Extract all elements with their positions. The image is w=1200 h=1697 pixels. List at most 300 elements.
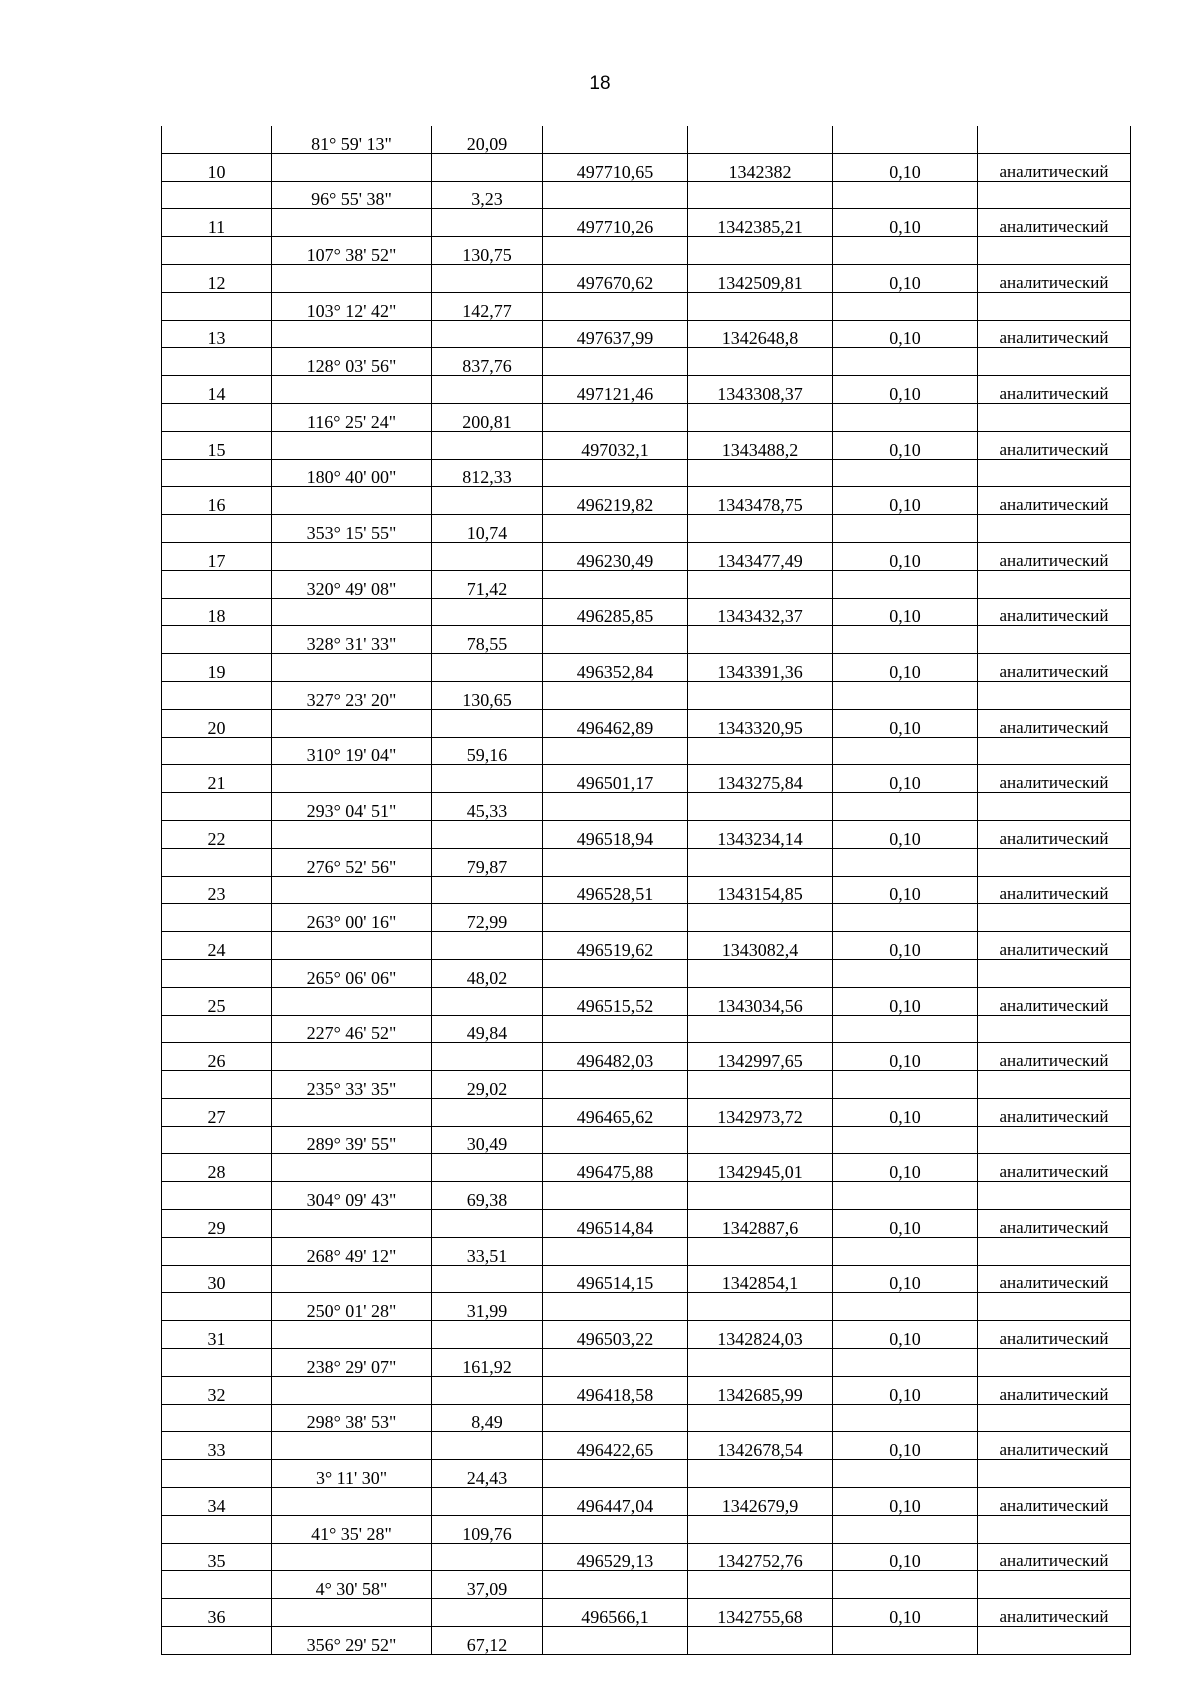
segment-row [162, 403, 1131, 431]
method-cell: аналитический [978, 1265, 1131, 1293]
distance-cell [432, 1098, 543, 1126]
direction-angle-cell [272, 1210, 432, 1238]
error-cell: 0,10 [833, 820, 978, 848]
y-coordinate-cell [688, 237, 833, 265]
distance-cell: 37,09 [432, 1571, 543, 1599]
y-coordinate-cell: 1342678,54 [688, 1432, 833, 1460]
point-row [162, 209, 1131, 237]
direction-angle-cell: 238° 29' 07" [272, 1349, 432, 1377]
method-cell: аналитический [978, 820, 1131, 848]
distance-cell [432, 1265, 543, 1293]
method-cell [978, 848, 1131, 876]
x-coordinate-cell: 497032,1 [543, 431, 688, 459]
direction-angle-cell [272, 320, 432, 348]
method-cell [978, 1349, 1131, 1377]
direction-angle-cell: 107° 38' 52" [272, 237, 432, 265]
point-row [162, 431, 1131, 459]
x-coordinate-cell: 496482,03 [543, 1043, 688, 1071]
point-row [162, 765, 1131, 793]
distance-cell [432, 264, 543, 292]
segment-row [162, 1515, 1131, 1543]
direction-angle-cell [272, 1376, 432, 1404]
distance-cell [432, 709, 543, 737]
method-cell: аналитический [978, 542, 1131, 570]
distance-cell [432, 876, 543, 904]
direction-angle-cell [272, 1043, 432, 1071]
method-cell [978, 959, 1131, 987]
error-cell: 0,10 [833, 209, 978, 237]
y-coordinate-cell: 1343478,75 [688, 487, 833, 515]
direction-angle-cell [272, 1432, 432, 1460]
error-cell: 0,10 [833, 932, 978, 960]
method-cell: аналитический [978, 709, 1131, 737]
direction-angle-cell [272, 1488, 432, 1516]
y-coordinate-cell [688, 126, 833, 153]
error-cell: 0,10 [833, 1043, 978, 1071]
x-coordinate-cell: 496447,04 [543, 1488, 688, 1516]
y-coordinate-cell: 1343234,14 [688, 820, 833, 848]
y-coordinate-cell [688, 1071, 833, 1099]
y-coordinate-cell [688, 793, 833, 821]
method-cell: аналитический [978, 320, 1131, 348]
method-cell: аналитический [978, 1321, 1131, 1349]
error-cell [833, 626, 978, 654]
coordinates-table-body [162, 126, 1131, 1654]
segment-row [162, 1404, 1131, 1432]
y-coordinate-cell: 1343432,37 [688, 598, 833, 626]
error-cell: 0,10 [833, 431, 978, 459]
method-cell [978, 1237, 1131, 1265]
method-cell: аналитический [978, 1043, 1131, 1071]
distance-cell: 130,75 [432, 237, 543, 265]
segment-row [162, 348, 1131, 376]
direction-angle-cell: 4° 30' 58" [272, 1571, 432, 1599]
x-coordinate-cell [543, 1071, 688, 1099]
x-coordinate-cell [543, 1515, 688, 1543]
point-number-cell: 10 [162, 153, 272, 181]
y-coordinate-cell: 1342887,6 [688, 1210, 833, 1238]
distance-cell: 45,33 [432, 793, 543, 821]
direction-angle-cell: 356° 29' 52" [272, 1627, 432, 1655]
x-coordinate-cell: 496422,65 [543, 1432, 688, 1460]
point-number-cell [162, 626, 272, 654]
distance-cell: 59,16 [432, 737, 543, 765]
x-coordinate-cell: 496514,84 [543, 1210, 688, 1238]
method-cell [978, 1515, 1131, 1543]
error-cell: 0,10 [833, 1376, 978, 1404]
point-number-cell: 15 [162, 431, 272, 459]
y-coordinate-cell: 1343275,84 [688, 765, 833, 793]
segment-row [162, 1237, 1131, 1265]
distance-cell [432, 153, 543, 181]
y-coordinate-cell: 1342648,8 [688, 320, 833, 348]
y-coordinate-cell [688, 1627, 833, 1655]
distance-cell: 10,74 [432, 515, 543, 543]
segment-row [162, 793, 1131, 821]
direction-angle-cell [272, 542, 432, 570]
x-coordinate-cell [543, 348, 688, 376]
y-coordinate-cell: 1343154,85 [688, 876, 833, 904]
distance-cell: 30,49 [432, 1126, 543, 1154]
point-number-cell [162, 1404, 272, 1432]
distance-cell [432, 1321, 543, 1349]
method-cell [978, 1071, 1131, 1099]
direction-angle-cell: 103° 12' 42" [272, 292, 432, 320]
y-coordinate-cell: 1343477,49 [688, 542, 833, 570]
distance-cell [432, 654, 543, 682]
distance-cell [432, 1154, 543, 1182]
method-cell [978, 348, 1131, 376]
point-number-cell: 29 [162, 1210, 272, 1238]
point-number-cell [162, 348, 272, 376]
distance-cell [432, 1432, 543, 1460]
direction-angle-cell: 327° 23' 20" [272, 681, 432, 709]
method-cell: аналитический [978, 153, 1131, 181]
page-number: 18 [589, 73, 611, 94]
method-cell [978, 459, 1131, 487]
point-row [162, 1043, 1131, 1071]
y-coordinate-cell [688, 1460, 833, 1488]
direction-angle-cell [272, 654, 432, 682]
method-cell: аналитический [978, 1154, 1131, 1182]
error-cell [833, 1015, 978, 1043]
distance-cell [432, 598, 543, 626]
y-coordinate-cell [688, 1182, 833, 1210]
method-cell [978, 904, 1131, 932]
segment-row [162, 737, 1131, 765]
method-cell [978, 237, 1131, 265]
segment-row [162, 904, 1131, 932]
x-coordinate-cell [543, 570, 688, 598]
distance-cell: 48,02 [432, 959, 543, 987]
distance-cell [432, 1488, 543, 1516]
distance-cell [432, 765, 543, 793]
method-cell [978, 793, 1131, 821]
point-number-cell: 12 [162, 264, 272, 292]
error-cell [833, 681, 978, 709]
y-coordinate-cell: 1342854,1 [688, 1265, 833, 1293]
direction-angle-cell [272, 264, 432, 292]
distance-cell [432, 320, 543, 348]
error-cell: 0,10 [833, 376, 978, 404]
direction-angle-cell: 304° 09' 43" [272, 1182, 432, 1210]
error-cell [833, 1126, 978, 1154]
y-coordinate-cell [688, 403, 833, 431]
y-coordinate-cell: 1342509,81 [688, 264, 833, 292]
error-cell [833, 459, 978, 487]
point-number-cell: 23 [162, 876, 272, 904]
direction-angle-cell [272, 820, 432, 848]
point-row [162, 820, 1131, 848]
distance-cell: 31,99 [432, 1293, 543, 1321]
distance-cell [432, 1376, 543, 1404]
direction-angle-cell [272, 487, 432, 515]
point-number-cell [162, 959, 272, 987]
error-cell: 0,10 [833, 1154, 978, 1182]
direction-angle-cell: 265° 06' 06" [272, 959, 432, 987]
point-row [162, 876, 1131, 904]
y-coordinate-cell [688, 1349, 833, 1377]
x-coordinate-cell [543, 1126, 688, 1154]
point-row [162, 487, 1131, 515]
distance-cell: 72,99 [432, 904, 543, 932]
distance-cell: 109,76 [432, 1515, 543, 1543]
distance-cell [432, 1543, 543, 1571]
distance-cell: 200,81 [432, 403, 543, 431]
point-number-cell [162, 1349, 272, 1377]
point-number-cell: 11 [162, 209, 272, 237]
x-coordinate-cell [543, 1182, 688, 1210]
point-row [162, 1210, 1131, 1238]
distance-cell: 33,51 [432, 1237, 543, 1265]
distance-cell [432, 209, 543, 237]
x-coordinate-cell [543, 626, 688, 654]
point-row [162, 654, 1131, 682]
y-coordinate-cell [688, 570, 833, 598]
method-cell [978, 1293, 1131, 1321]
method-cell [978, 1182, 1131, 1210]
y-coordinate-cell: 1342945,01 [688, 1154, 833, 1182]
direction-angle-cell: 81° 59' 13" [272, 126, 432, 153]
error-cell: 0,10 [833, 1321, 978, 1349]
y-coordinate-cell: 1342997,65 [688, 1043, 833, 1071]
direction-angle-cell [272, 431, 432, 459]
y-coordinate-cell: 1342824,03 [688, 1321, 833, 1349]
point-number-cell: 17 [162, 542, 272, 570]
x-coordinate-cell [543, 403, 688, 431]
y-coordinate-cell [688, 1126, 833, 1154]
x-coordinate-cell: 496503,22 [543, 1321, 688, 1349]
y-coordinate-cell: 1342685,99 [688, 1376, 833, 1404]
direction-angle-cell [272, 987, 432, 1015]
x-coordinate-cell: 496519,62 [543, 932, 688, 960]
error-cell [833, 1182, 978, 1210]
y-coordinate-cell [688, 1015, 833, 1043]
direction-angle-cell: 116° 25' 24" [272, 403, 432, 431]
x-coordinate-cell: 497710,26 [543, 209, 688, 237]
method-cell: аналитический [978, 487, 1131, 515]
segment-row [162, 1349, 1131, 1377]
y-coordinate-cell [688, 459, 833, 487]
distance-cell: 837,76 [432, 348, 543, 376]
y-coordinate-cell: 1342382 [688, 153, 833, 181]
method-cell: аналитический [978, 876, 1131, 904]
segment-row [162, 1015, 1131, 1043]
method-cell: аналитический [978, 1432, 1131, 1460]
segment-row [162, 570, 1131, 598]
point-number-cell: 30 [162, 1265, 272, 1293]
method-cell: аналитический [978, 264, 1131, 292]
error-cell: 0,10 [833, 598, 978, 626]
method-cell [978, 1627, 1131, 1655]
method-cell: аналитический [978, 1543, 1131, 1571]
distance-cell: 78,55 [432, 626, 543, 654]
x-coordinate-cell: 496566,1 [543, 1599, 688, 1627]
error-cell [833, 1404, 978, 1432]
point-number-cell [162, 570, 272, 598]
segment-row [162, 848, 1131, 876]
y-coordinate-cell [688, 737, 833, 765]
point-row [162, 1376, 1131, 1404]
y-coordinate-cell [688, 626, 833, 654]
error-cell [833, 848, 978, 876]
x-coordinate-cell: 496514,15 [543, 1265, 688, 1293]
method-cell: аналитический [978, 209, 1131, 237]
distance-cell [432, 542, 543, 570]
distance-cell: 161,92 [432, 1349, 543, 1377]
segment-row [162, 237, 1131, 265]
direction-angle-cell [272, 876, 432, 904]
x-coordinate-cell: 496418,58 [543, 1376, 688, 1404]
method-cell [978, 403, 1131, 431]
x-coordinate-cell: 496501,17 [543, 765, 688, 793]
x-coordinate-cell [543, 237, 688, 265]
error-cell [833, 515, 978, 543]
method-cell: аналитический [978, 1098, 1131, 1126]
method-cell [978, 626, 1131, 654]
point-number-cell [162, 1182, 272, 1210]
point-number-cell [162, 904, 272, 932]
y-coordinate-cell: 1342679,9 [688, 1488, 833, 1516]
y-coordinate-cell [688, 1293, 833, 1321]
point-row [162, 153, 1131, 181]
segment-row [162, 1071, 1131, 1099]
point-number-cell [162, 1126, 272, 1154]
y-coordinate-cell [688, 515, 833, 543]
direction-angle-cell: 41° 35' 28" [272, 1515, 432, 1543]
x-coordinate-cell [543, 459, 688, 487]
segment-row [162, 126, 1131, 153]
method-cell [978, 1015, 1131, 1043]
point-number-cell [162, 459, 272, 487]
point-number-cell: 31 [162, 1321, 272, 1349]
distance-cell: 3,23 [432, 181, 543, 209]
method-cell [978, 1460, 1131, 1488]
x-coordinate-cell [543, 1349, 688, 1377]
point-number-cell [162, 126, 272, 153]
error-cell [833, 1627, 978, 1655]
point-number-cell [162, 403, 272, 431]
error-cell [833, 181, 978, 209]
error-cell [833, 237, 978, 265]
error-cell: 0,10 [833, 1265, 978, 1293]
direction-angle-cell [272, 1321, 432, 1349]
x-coordinate-cell: 496518,94 [543, 820, 688, 848]
x-coordinate-cell: 497710,65 [543, 153, 688, 181]
x-coordinate-cell: 496529,13 [543, 1543, 688, 1571]
point-number-cell: 25 [162, 987, 272, 1015]
point-row [162, 1488, 1131, 1516]
point-number-cell: 34 [162, 1488, 272, 1516]
direction-angle-cell [272, 1154, 432, 1182]
direction-angle-cell [272, 1265, 432, 1293]
error-cell: 0,10 [833, 1543, 978, 1571]
point-number-cell [162, 1460, 272, 1488]
direction-angle-cell: 289° 39' 55" [272, 1126, 432, 1154]
distance-cell [432, 431, 543, 459]
error-cell: 0,10 [833, 542, 978, 570]
point-row [162, 1321, 1131, 1349]
point-number-cell: 14 [162, 376, 272, 404]
segment-row [162, 1126, 1131, 1154]
error-cell [833, 737, 978, 765]
point-row [162, 1098, 1131, 1126]
distance-cell: 24,43 [432, 1460, 543, 1488]
method-cell: аналитический [978, 932, 1131, 960]
direction-angle-cell: 328° 31' 33" [272, 626, 432, 654]
y-coordinate-cell: 1343308,37 [688, 376, 833, 404]
error-cell: 0,10 [833, 876, 978, 904]
y-coordinate-cell [688, 1237, 833, 1265]
method-cell [978, 681, 1131, 709]
point-row [162, 1154, 1131, 1182]
direction-angle-cell [272, 1543, 432, 1571]
x-coordinate-cell [543, 1627, 688, 1655]
point-number-cell [162, 237, 272, 265]
point-number-cell: 16 [162, 487, 272, 515]
distance-cell: 29,02 [432, 1071, 543, 1099]
distance-cell [432, 820, 543, 848]
x-coordinate-cell: 497121,46 [543, 376, 688, 404]
segment-row [162, 1182, 1131, 1210]
error-cell: 0,10 [833, 1210, 978, 1238]
x-coordinate-cell [543, 515, 688, 543]
x-coordinate-cell [543, 126, 688, 153]
direction-angle-cell: 310° 19' 04" [272, 737, 432, 765]
direction-angle-cell [272, 209, 432, 237]
error-cell: 0,10 [833, 765, 978, 793]
error-cell: 0,10 [833, 1432, 978, 1460]
x-coordinate-cell: 496352,84 [543, 654, 688, 682]
error-cell [833, 292, 978, 320]
error-cell [833, 1571, 978, 1599]
direction-angle-cell: 268° 49' 12" [272, 1237, 432, 1265]
point-row [162, 709, 1131, 737]
direction-angle-cell [272, 932, 432, 960]
distance-cell: 79,87 [432, 848, 543, 876]
error-cell [833, 793, 978, 821]
point-number-cell: 32 [162, 1376, 272, 1404]
x-coordinate-cell [543, 181, 688, 209]
y-coordinate-cell [688, 959, 833, 987]
y-coordinate-cell [688, 848, 833, 876]
distance-cell [432, 376, 543, 404]
error-cell [833, 1293, 978, 1321]
error-cell [833, 1460, 978, 1488]
error-cell [833, 348, 978, 376]
direction-angle-cell: 298° 38' 53" [272, 1404, 432, 1432]
distance-cell: 49,84 [432, 1015, 543, 1043]
segment-row [162, 681, 1131, 709]
error-cell [833, 570, 978, 598]
x-coordinate-cell: 496219,82 [543, 487, 688, 515]
point-number-cell [162, 1015, 272, 1043]
coordinates-table [161, 126, 1131, 1655]
point-number-cell: 20 [162, 709, 272, 737]
method-cell: аналитический [978, 431, 1131, 459]
method-cell: аналитический [978, 598, 1131, 626]
x-coordinate-cell [543, 1404, 688, 1432]
x-coordinate-cell [543, 793, 688, 821]
x-coordinate-cell [543, 681, 688, 709]
x-coordinate-cell: 496230,49 [543, 542, 688, 570]
x-coordinate-cell [543, 737, 688, 765]
segment-row [162, 459, 1131, 487]
y-coordinate-cell [688, 681, 833, 709]
point-row [162, 1265, 1131, 1293]
point-row [162, 1432, 1131, 1460]
y-coordinate-cell: 1342755,68 [688, 1599, 833, 1627]
